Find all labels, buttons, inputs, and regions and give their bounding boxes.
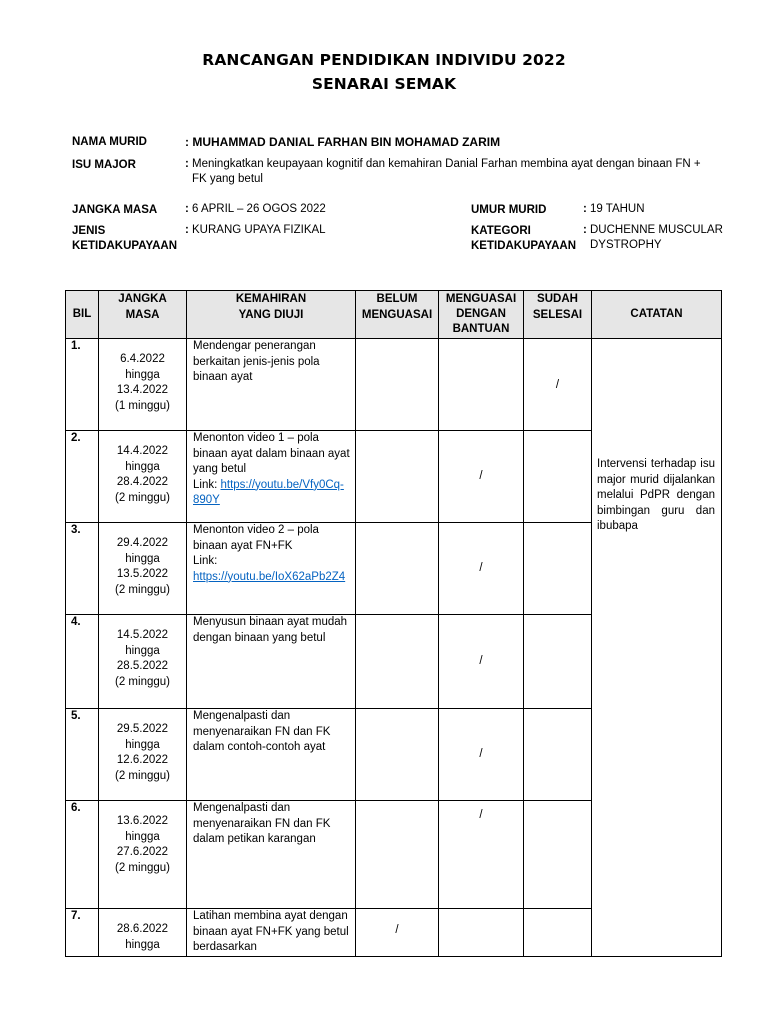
umur-murid-colon: : [583,203,587,215]
kategori-ketidakupayaan-label-line2: KETIDAKUPAYAAN [471,240,577,252]
catatan-note: Intervensi terhadap isu major murid dijalankan melalui PdPR dengan bimbingan guru dan ibubapa [592,339,722,957]
row-sudah-mark [524,909,592,957]
row-date-sep: hingga [125,938,160,951]
row-belum-mark: / [356,909,439,957]
row-belum-mark [356,523,439,615]
row-belum-mark [356,709,439,801]
header-catatan: CATATAN [592,291,722,339]
isu-major-colon: : [185,158,189,170]
row-jangka-masa [99,523,187,615]
header-kemahiran: KEMAHIRAN YANG DIUJI [187,291,356,339]
row-belum-mark [356,615,439,709]
row-jangka-masa [99,339,187,431]
row-kemahiran: Mendengar penerangan berkaitan jenis-jenis pola binaan ayat [187,339,356,431]
row-duration: (1 minggu) [115,399,170,412]
row-bil: 4. [66,615,99,709]
row-belum-mark [356,339,439,431]
row-kemahiran [187,431,356,523]
isu-major-value-line2: FK yang betul [192,173,263,185]
header-belum-menguasai: BELUM MENGUASAI [356,291,439,339]
row-end-date: 13.4.2022 [116,384,169,397]
row-kemahiran: Latihan membina ayat dengan binaan ayat FN+FK yang betul berdasarkan [187,909,356,957]
row-jangka-masa [99,709,187,801]
row-duration: (2 minggu) [115,675,170,688]
row-date-sep: hingga [125,368,160,381]
row-kemahiran: Mengenalpasti dan menyenaraikan FN dan FK dalam petikan karangan [187,801,356,909]
row-link-label: Link: [193,555,218,568]
row-bil: 6. [66,801,99,909]
jangka-masa-value: 6 APRIL – 26 OGOS 2022 [192,203,326,215]
jangka-masa-colon: : [185,203,189,215]
row-bil: 3. [66,523,99,615]
jenis-ketidakupayaan-label-line2: KETIDAKUPAYAAN [72,240,178,252]
row-start-date: 29.4.2022 [116,537,169,549]
row-duration: (2 minggu) [115,583,170,596]
row-end-date: 28.5.2022 [116,660,169,673]
row-link-label: Link: [193,478,221,491]
kategori-ketidakupayaan-label-line1: KATEGORI [471,225,531,237]
isu-major-value-line1: Meningkatkan keupayaan kognitif dan kemahiran Danial Farhan membina ayat dengan binaan FN + [192,158,701,170]
nama-murid-label: NAMA MURID [72,136,147,148]
row-start-date: 13.6.2022 [116,815,169,827]
row-sudah-mark [524,523,592,615]
row-bil: 5. [66,709,99,801]
header-bil: BIL [66,291,99,339]
row-end-date: 12.6.2022 [116,754,169,767]
nama-murid-value: : MUHAMMAD DANIAL FARHAN BIN MOHAMAD ZARIM [185,135,501,149]
row-bantuan-mark: / [439,523,524,615]
jangka-masa-label: JANGKA MASA [72,204,158,216]
row-end-date: 28.4.2022 [116,476,169,489]
row-duration: (2 minggu) [115,491,170,504]
jenis-ketidakupayaan-value: KURANG UPAYA FIZIKAL [192,224,326,236]
header-sudah-selesai: SUDAH SELESAI [524,291,592,339]
document-subtitle: SENARAI SEMAK [311,75,457,93]
row-kemahiran-text: Menonton video 1 – pola binaan ayat dalam binaan ayat yang betul [193,432,350,476]
header-menguasai-dengan-bantuan: MENGUASAI DENGAN BANTUAN [439,291,524,339]
isu-major-label: ISU MAJOR [72,159,136,171]
document-title: RANCANGAN PENDIDIKAN INDIVIDU 2022 [202,51,566,69]
row-start-date: 6.4.2022 [120,353,165,365]
row-date-sep: hingga [125,738,160,751]
row-bil: 2. [66,431,99,523]
kategori-ketidakupayaan-colon: : [583,224,587,236]
row-bil: 7. [66,909,99,957]
row-sudah-mark [524,615,592,709]
row-start-date: 14.4.2022 [116,445,169,457]
row-sudah-mark [524,709,592,801]
video-1-link[interactable]: https://youtu.be/Vfy0Cq-890Y [193,478,344,507]
row-start-date: 28.6.2022 [116,923,169,935]
row-start-date: 29.5.2022 [116,723,169,735]
row-start-date: 14.5.2022 [116,629,169,641]
row-date-sep: hingga [125,830,160,843]
row-jangka-masa [99,909,187,957]
row-bil: 1. [66,339,99,431]
row-belum-mark [356,801,439,909]
jenis-ketidakupayaan-colon: : [185,224,189,236]
row-bantuan-mark [439,909,524,957]
row-duration: (2 minggu) [115,769,170,782]
row-kemahiran: Mengenalpasti dan menyenaraikan FN dan FK dalam contoh-contoh ayat [187,709,356,801]
checklist-table [65,290,722,957]
table-header-row [66,291,722,339]
row-bantuan-mark: / [439,801,524,909]
row-jangka-masa [99,431,187,523]
row-sudah-mark [524,431,592,523]
row-sudah-mark [524,801,592,909]
row-jangka-masa [99,615,187,709]
row-bantuan-mark: / [439,615,524,709]
row-jangka-masa [99,801,187,909]
table-row [66,339,722,431]
row-end-date: 27.6.2022 [116,846,169,859]
row-date-sep: hingga [125,460,160,473]
row-bantuan-mark [439,339,524,431]
row-date-sep: hingga [125,552,160,565]
umur-murid-label: UMUR MURID [471,204,547,216]
umur-murid-value: 19 TAHUN [590,203,645,215]
jenis-ketidakupayaan-label-line1: JENIS [72,225,106,237]
row-belum-mark [356,431,439,523]
header-jangka-masa: JANGKA MASA [99,291,187,339]
kategori-ketidakupayaan-value-line2: DYSTROPHY [590,239,662,251]
row-end-date: 13.5.2022 [116,568,169,581]
video-2-link[interactable]: https://youtu.be/IoX62aPb2Z4 [193,570,346,583]
row-kemahiran [187,523,356,615]
row-bantuan-mark: / [439,709,524,801]
row-sudah-mark: / [524,339,592,431]
row-duration: (2 minggu) [115,861,170,874]
row-kemahiran: Menyusun binaan ayat mudah dengan binaan yang betul [187,615,356,709]
kategori-ketidakupayaan-value-line1: DUCHENNE MUSCULAR [590,224,723,236]
row-date-sep: hingga [125,644,160,657]
row-bantuan-mark: / [439,431,524,523]
row-kemahiran-text: Menonton video 2 – pola binaan ayat FN+FK [193,524,319,552]
